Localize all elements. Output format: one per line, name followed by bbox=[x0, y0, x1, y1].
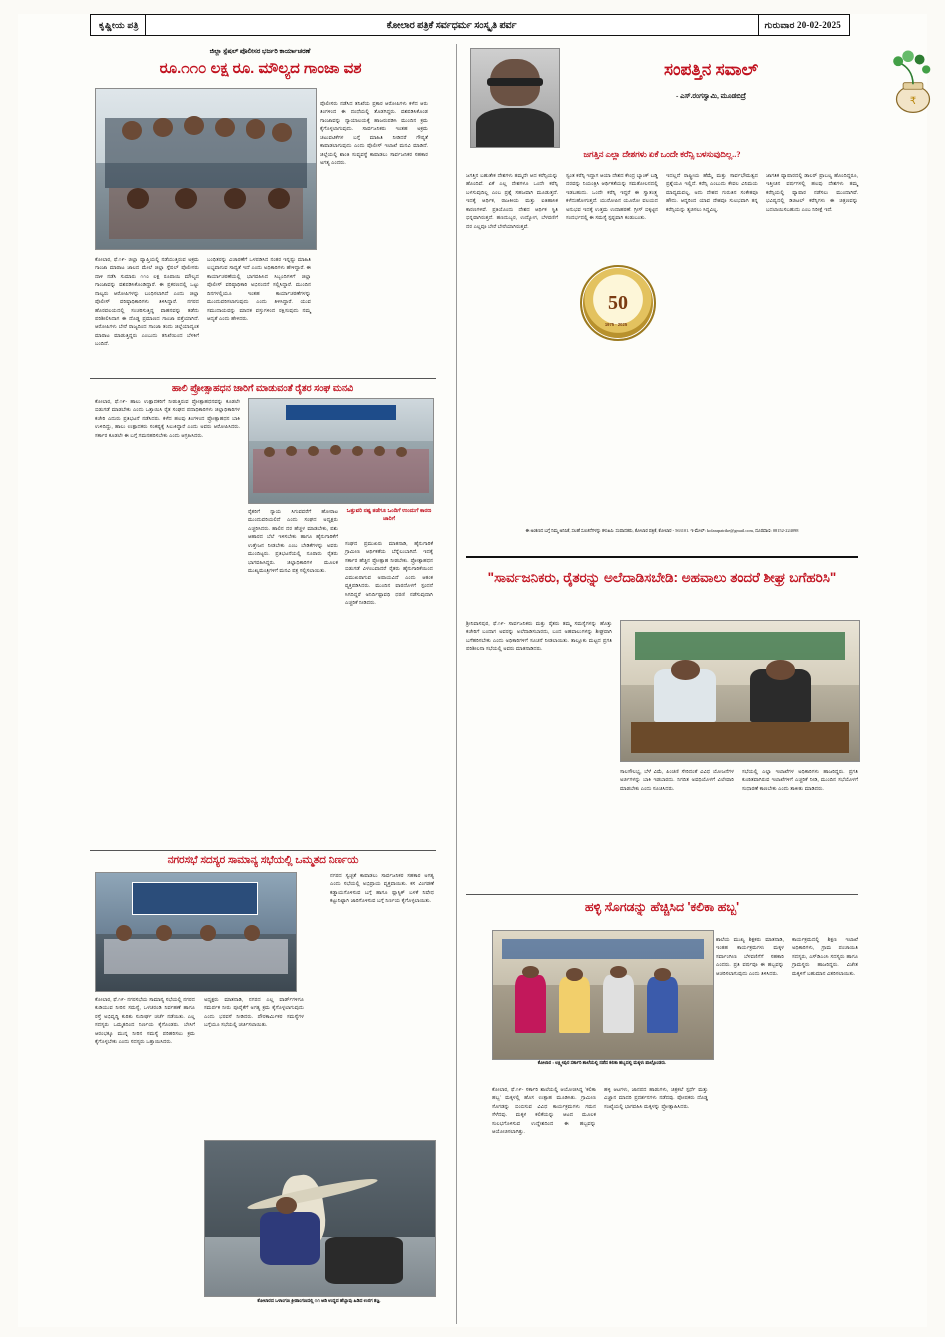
story2-column-1: ಕೋಲಾರ, ಫೆ.೧೯- ಹಾಲು ಉತ್ಪಾದಕರಿಗೆ ನೀಡುತ್ತಿರುವ ಪ್ರೋತ್ಸಾಹಧನವನ್ನು ಕೂಡಲೇ ಬಿಡುಗಡೆ ಮಾಡಬೇಕು ಎಂದು ಒತ್ತಾಯಿಸಿ ರೈತ ಸಂಘದ ಪದಾಧಿಕಾರಿಗಳು ಜಿಲ್ಲಾಧಿಕಾರಿಗಳ ಕಚೇರಿ ಎದುರು ಪ್ರತಿಭಟನೆ ನಡೆಸಿದರು. ಕಳೆದ ಹಲವು ತಿಂಗಳಿಂದ ಪ್ರೋತ್ಸಾಹಧನ ಬಾಕಿ ಉಳಿದಿದ್ದು, ಹಾಲು ಉತ್ಪಾದಕರು ಸಂಕಷ್ಟಕ್ಕೆ ಸಿಲುಕಿದ್ದಾರೆ ಎಂದು ಅವರು ಆರೋಪಿಸಿದರು. ಸರ್ಕಾರ ಕೂಡಲೇ ಈ ಬಗ್ಗೆ ಗಮನಹರಿಸಬೇಕು ಎಂದು ಆಗ್ರಹಿಸಿದರು. bbox=[95, 399, 240, 439]
feature-column-3: ಇದಲ್ಲದೆ ರಾಷ್ಟ್ರೀಯ ಹೆಮ್ಮೆ ಮತ್ತು ಸಾರ್ವಭೌಮತ್ವದ ಪ್ರಶ್ನೆಯೂ ಇಲ್ಲಿದೆ. ಕರೆನ್ಸಿ ಎಂಬುದು ಕೇವಲ ವಿನಿಮಯ ಮಾಧ್ಯಮವಲ್ಲ, ಅದು ದೇಶದ ಗುರುತಿನ ಸಂಕೇತವೂ ಹೌದು. ಆದ್ದರಿಂದ ಯಾವ ದೇಶವೂ ಸುಲಭವಾಗಿ ತನ್ನ ಕರೆನ್ಸಿಯನ್ನು ತ್ಯಜಿಸಲು ಸಿದ್ಧವಿಲ್ಲ. bbox=[666, 173, 758, 213]
feature-subheadline: ಜಗತ್ತಿನ ಎಲ್ಲಾ ದೇಶಗಳು ಏಕೆ ಒಂದೇ ಕರೆನ್ಸಿ ಬಳಸುವುದಿಲ್ಲ..? bbox=[583, 150, 741, 159]
feature-column-4: ಜಾಗತಿಕ ವ್ಯಾಪಾರದಲ್ಲಿ ಡಾಲರ್ ಪ್ರಾಬಲ್ಯ ಹೊಂದಿದ್ದರೂ, ಇತ್ತೀಚಿನ ವರ್ಷಗಳಲ್ಲಿ ಹಲವು ದೇಶಗಳು ತಮ್ಮ ಕರೆನ್ಸಿಯಲ್ಲಿ ವ್ಯಾಪಾರ ನಡೆಸಲು ಮುಂದಾಗಿವೆ. ಭವಿಷ್ಯದಲ್ಲಿ ಡಿಜಿಟಲ್ ಕರೆನ್ಸಿಗಳು ಈ ಚಿತ್ರಣವನ್ನು ಬದಲಾಯಿಸಬಹುದು ಎಂಬ ನಿರೀಕ್ಷೆ ಇದೆ. bbox=[766, 173, 858, 213]
kalika-story-column-1: ಕೋಲಾರ, ಫೆ.೧೯- ಸರ್ಕಾರಿ ಶಾಲೆಯಲ್ಲಿ ಆಯೋಜಿಸಿದ್ದ 'ಕಲಿಕಾ ಹಬ್ಬ' ಮಕ್ಕಳಲ್ಲಿ ಹೊಸ ಉತ್ಸಾಹ ಮೂಡಿಸಿತು. ಗ್ರಾಮೀಣ ಸೊಗಡನ್ನು ಬಿಂಬಿಸುವ ವಿವಿಧ ಕಾರ್ಯಕ್ರಮಗಳು ಗಮನ ಸೆಳೆದವು. ಮಕ್ಕಳ ಕಲಿಕೆಯನ್ನು ಆಟದ ಮೂಲಕ ಸುಲಭಗೊಳಿಸುವ ಉದ್ದೇಶದಿಂದ ಈ ಹಬ್ಬವನ್ನು ಆಯೋಜಿಸಲಾಗಿತ್ತು. bbox=[492, 1087, 596, 1136]
kalika-story-column-3: ಶಾಲೆಯ ಮುಖ್ಯ ಶಿಕ್ಷಕರು ಮಾತನಾಡಿ, ಇಂತಹ ಕಾರ್ಯಕ್ರಮಗಳು ಮಕ್ಕಳ ಸರ್ವಾಂಗೀಣ ಬೆಳವಣಿಗೆಗೆ ಸಹಕಾರಿ ಎಂದರು. ಪ್ರತಿ ವರ್ಷವೂ ಈ ಹಬ್ಬವನ್ನು ಆಚರಿಸಲಾಗುವುದು ಎಂದು ತಿಳಿಸಿದರು. bbox=[716, 937, 784, 977]
story3-snake-caption: ಕೋಲಾರದ ಒಳಾಂಗಣ ಕ್ರೀಡಾಂಗಣದಲ್ಲಿ ೧೧ ಅಡಿ ಉದ್ದದ ಹೆಬ್ಬಾವು ಹಿಡಿದ ಉರಗ ತಜ್ಞ. bbox=[257, 1298, 381, 1303]
emblem-years: 1975 - 2025 bbox=[604, 322, 628, 327]
story3-photo bbox=[95, 872, 297, 992]
feature-byline: - ಎಸ್.ರಂಗಸ್ವಾಮಿ, ಮೂಡಬಿದ್ರೆ bbox=[676, 92, 746, 100]
story3-column-2: ಅಧ್ಯಕ್ಷರು ಮಾತನಾಡಿ, ನಗರದ ಎಲ್ಲ ವಾರ್ಡ್‌ಗಳಿಗೂ ಸಮರ್ಪಕ ನೀರು ಪೂರೈಕೆಗೆ ಅಗತ್ಯ ಕ್ರಮ ಕೈಗೊಳ್ಳಲಾಗುವುದು ಎಂದು ಭರವಸೆ ನೀಡಿದರು. ಪೌರಕಾರ್ಮಿಕರ ಸಮಸ್ಯೆಗಳ ಬಗ್ಗೆಯೂ ಸಭೆಯಲ್ಲಿ ಚರ್ಚಿಸಲಾಯಿತು. bbox=[204, 997, 304, 1029]
story1-headline: ರೂ.೧೧೦ ಲಕ್ಷ ರೂ. ಮೌಲ್ಯದ ಗಾಂಜಾ ವಶ bbox=[159, 60, 362, 77]
money-plant-icon bbox=[887, 48, 939, 114]
story2-headline: ಹಾಲಿ ಪ್ರೋತ್ಸಾಹಧನ ಜಾರಿಗೆ ಮಾಡುವಂತೆ ರೈತರ ಸಂಘ ಮನವಿ bbox=[171, 382, 354, 393]
quote-story-column-3: ಸಭೆಯಲ್ಲಿ ಎಲ್ಲಾ ಇಲಾಖೆಗಳ ಅಧಿಕಾರಿಗಳು ಹಾಜರಿದ್ದರು. ಪ್ರಗತಿ ಕುಂಠಿತವಾಗಿರುವ ಇಲಾಖೆಗಳಿಗೆ ಎಚ್ಚರಿಕೆ ನೀಡಿ, ಮುಂದಿನ ಸಭೆಯೊಳಗೆ ಸುಧಾರಣೆ ಕಾಣಬೇಕು ಎಂದು ತಾಕೀತು ಮಾಡಿದರು. bbox=[742, 769, 858, 792]
story2-subheadline: ಒತ್ತುವರಿ ನಷ್ಟ ತಡೆಗೂ ಒಂದಿಗೆ ಉಂದುಗೆ ಕಾರಣ ಜಾರಿಗೆ bbox=[346, 508, 432, 522]
story1-column-1: ಕೋಲಾರ, ಫೆ.೧೯- ಜಿಲ್ಲಾ ವ್ಯಾಪ್ತಿಯಲ್ಲಿ ನಡೆಯುತ್ತಿರುವ ಅಕ್ರಮ ಗಾಂಜಾ ಮಾರಾಟ ಜಾಲದ ಮೇಲೆ ಜಿಲ್ಲಾ ಸ್ಪೆಷಲ್ ಪೊಲೀಸರು ದಾಳಿ ನಡೆಸಿ ಸುಮಾರು ೧೧೦ ಲಕ್ಷ ರೂಪಾಯಿ ಮೌಲ್ಯದ ಗಾಂಜಾವನ್ನು ವಶಪಡಿಸಿಕೊಂಡಿದ್ದಾರೆ. ಈ ಪ್ರಕರಣದಲ್ಲಿ ಒಟ್ಟು ನಾಲ್ವರು ಆರೋಪಿಗಳನ್ನು ಬಂಧಿಸಲಾಗಿದೆ ಎಂದು ಜಿಲ್ಲಾ ಪೊಲೀಸ್ ವರಿಷ್ಠಾಧಿಕಾರಿಗಳು ತಿಳಿಸಿದ್ದಾರೆ. ನಗರದ ಹೊರವಲಯದಲ್ಲಿ ಸಂಚರಿಸುತ್ತಿದ್ದ ವಾಹನವನ್ನು ತಡೆದು ಪರಿಶೀಲಿಸಿದಾಗ ಈ ದೊಡ್ಡ ಪ್ರಮಾಣದ ಗಾಂಜಾ ಪತ್ತೆಯಾಗಿದೆ. ಆರೋಪಿಗಳು ಬೇರೆ ರಾಜ್ಯದಿಂದ ಗಾಂಜಾ ತಂದು ಜಿಲ್ಲೆಯಾದ್ಯಂತ ಮಾರಾಟ ಮಾಡುತ್ತಿದ್ದರು ಎಂಬುದು ತನಿಖೆಯಿಂದ ಬೆಳಕಿಗೆ ಬಂದಿದೆ. bbox=[95, 257, 199, 348]
quote-story-headline: "ಸಾರ್ವಜನಿಕರು, ರೈತರನ್ನು ಅಲೆದಾಡಿಸಬೇಡಿ: ಅಹವಾಲು ತಂದರೆ ಶೀಘ್ರ ಬಗೆಹರಿಸಿ" bbox=[487, 570, 837, 585]
kalika-story-headline: ಹಳ್ಳಿ ಸೊಗಡನ್ನು ಹೆಚ್ಚಿಸಿದ 'ಕಲಿಕಾ ಹಬ್ಬ' bbox=[584, 900, 740, 914]
svg-text:₹: ₹ bbox=[909, 96, 917, 108]
masthead-date bbox=[758, 15, 841, 35]
masthead-center-title: ಕೋಲಾರ ಪತ್ರಿಕೆ ಸರ್ವಧರ್ಮ ಸಂಸ್ಕೃತಿ ಪರ್ವ bbox=[386, 20, 517, 31]
story1-kicker: ಜಿಲ್ಲಾ ಸ್ಪೆಷಲ್ ಪೊಲೀಸರ ಭರ್ಜರಿ ಕಾರ್ಯಾಚರಣೆ bbox=[209, 48, 311, 55]
kalika-story-photo bbox=[492, 930, 714, 1060]
story3-headline: ನಗರಸಭೆ ಸದಸ್ಯರ ಸಾಮಾನ್ಯ ಸಭೆಯಲ್ಲಿ ಒಮ್ಮತದ ನಿರ್ಣಯ bbox=[167, 855, 359, 866]
masthead-date-value: 20-02-2025 bbox=[797, 20, 841, 30]
feature-author-portrait bbox=[470, 48, 560, 148]
story2-column-2: ರೈತರಿಗೆ ನ್ಯಾಯ ಸಿಗುವವರೆಗೆ ಹೋರಾಟ ಮುಂದುವರಿಯಲಿದೆ ಎಂದು ಸಂಘದ ಅಧ್ಯಕ್ಷರು ಎಚ್ಚರಿಸಿದರು. ಹಾಲಿನ ದರ ಹೆಚ್ಚಳ ಮಾಡಬೇಕು, ಪಶು ಆಹಾರದ ಬೆಲೆ ಇಳಿಸಬೇಕು ಹಾಗೂ ಹೈನುಗಾರಿಕೆಗೆ ಉತ್ತೇಜನ ನೀಡಬೇಕು ಎಂಬ ಬೇಡಿಕೆಗಳನ್ನು ಅವರು ಮುಂದಿಟ್ಟರು. ಪ್ರತಿಭಟನೆಯಲ್ಲಿ ನೂರಾರು ರೈತರು ಭಾಗವಹಿಸಿದ್ದರು. ಜಿಲ್ಲಾಧಿಕಾರಿಗಳ ಮೂಲಕ ಮುಖ್ಯಮಂತ್ರಿಗಳಿಗೆ ಮನವಿ ಪತ್ರ ಸಲ್ಲಿಸಲಾಯಿತು. bbox=[248, 509, 338, 574]
kalika-story-column-4: ಕಾರ್ಯಕ್ರಮದಲ್ಲಿ ಶಿಕ್ಷಣ ಇಲಾಖೆ ಅಧಿಕಾರಿಗಳು, ಗ್ರಾಮ ಪಂಚಾಯಿತಿ ಸದಸ್ಯರು, ಎಸ್‌ಡಿಎಂಸಿ ಸದಸ್ಯರು ಹಾಗೂ ಗ್ರಾಮಸ್ಥರು ಹಾಜರಿದ್ದರು. ವಿಜೇತ ಮಕ್ಕಳಿಗೆ ಬಹುಮಾನ ವಿತರಿಸಲಾಯಿತು. bbox=[792, 937, 858, 977]
story2-column-3: ಸಂಘದ ಪ್ರಮುಖರು ಮಾತನಾಡಿ, ಹೈನುಗಾರಿಕೆ ಗ್ರಾಮೀಣ ಆರ್ಥಿಕತೆಯ ಬೆನ್ನೆಲುಬಾಗಿದೆ. ಇದಕ್ಕೆ ಸರ್ಕಾರ ಹೆಚ್ಚಿನ ಪ್ರೋತ್ಸಾಹ ನೀಡಬೇಕು. ಪ್ರೋತ್ಸಾಹಧನ ಬಿಡುಗಡೆ ವಿಳಂಬವಾದರೆ ರೈತರು ಹೈನುಗಾರಿಕೆಯಿಂದ ವಿಮುಖರಾಗುವ ಅಪಾಯವಿದೆ ಎಂದು ಆತಂಕ ವ್ಯಕ್ತಪಡಿಸಿದರು. ಮುಂದಿನ ವಾರದೊಳಗೆ ಸ್ಪಂದನೆ ಸಿಗದಿದ್ದರೆ ಅನಿರ್ದಿಷ್ಟಾವಧಿ ಧರಣಿ ನಡೆಸುವುದಾಗಿ ಎಚ್ಚರಿಕೆ ನೀಡಿದರು. bbox=[345, 541, 433, 606]
quote-story-column-1: ಶ್ರೀನಿವಾಸಪುರ, ಫೆ.೧೯- ಸಾರ್ವಜನಿಕರು ಮತ್ತು ರೈತರು ತಮ್ಮ ಸಮಸ್ಯೆಗಳನ್ನು ಹೊತ್ತು ಕಚೇರಿಗೆ ಬಂದಾಗ ಅವರನ್ನು ಅಲೆದಾಡಿಸಬಾರದು, ಬಂದ ಅಹವಾಲುಗಳನ್ನು ಶೀಘ್ರವಾಗಿ ಬಗೆಹರಿಸಬೇಕು ಎಂದು ಅಧಿಕಾರಿಗಳಿಗೆ ಸೂಚನೆ ನೀಡಲಾಯಿತು. ತಾಲ್ಲೂಕು ಮಟ್ಟದ ಪ್ರಗತಿ ಪರಿಶೀಲನಾ ಸಭೆಯಲ್ಲಿ ಅವರು ಮಾತನಾಡಿದರು. bbox=[466, 621, 612, 653]
story3-column-3: ನಗರದ ಸ್ವಚ್ಛತೆ ಕಾಪಾಡಲು ಸಾರ್ವಜನಿಕರ ಸಹಕಾರ ಅಗತ್ಯ ಎಂದು ಸಭೆಯಲ್ಲಿ ಅಭಿಪ್ರಾಯ ವ್ಯಕ್ತವಾಯಿತು. ಕಸ ವಿಂಗಡಣೆ ಕಡ್ಡಾಯಗೊಳಿಸುವ ಬಗ್ಗೆ ಹಾಗೂ ಪ್ಲಾಸ್ಟಿಕ್ ಬಳಕೆ ನಿಷೇಧ ಕಟ್ಟುನಿಟ್ಟಾಗಿ ಜಾರಿಗೊಳಿಸುವ ಬಗ್ಗೆ ನಿರ್ಣಯ ಕೈಗೊಳ್ಳಲಾಯಿತು. bbox=[330, 873, 434, 905]
story1-column-2: ಬಂಧಿತರನ್ನು ವಿಚಾರಣೆಗೆ ಒಳಪಡಿಸಿದ ನಂತರ ಇನ್ನಷ್ಟು ಮಾಹಿತಿ ಲಭ್ಯವಾಗುವ ಸಾಧ್ಯತೆ ಇದೆ ಎಂದು ಅಧಿಕಾರಿಗಳು ಹೇಳಿದ್ದಾರೆ. ಈ ಕಾರ್ಯಾಚರಣೆಯಲ್ಲಿ ಭಾಗವಹಿಸಿದ ಸಿಬ್ಬಂದಿಗಳಿಗೆ ಜಿಲ್ಲಾ ಪೊಲೀಸ್ ವರಿಷ್ಠಾಧಿಕಾರಿ ಅಭಿನಂದನೆ ಸಲ್ಲಿಸಿದ್ದಾರೆ. ಮುಂದಿನ ದಿನಗಳಲ್ಲಿಯೂ ಇಂತಹ ಕಾರ್ಯಾಚರಣೆಗಳನ್ನು ಮುಂದುವರಿಸಲಾಗುವುದು ಎಂದು ತಿಳಿಸಿದ್ದಾರೆ. ಯುವ ಸಮುದಾಯವನ್ನು ಮಾದಕ ವಸ್ತುಗಳಿಂದ ರಕ್ಷಿಸುವುದು ನಮ್ಮ ಆದ್ಯತೆ ಎಂದು ಹೇಳಿದರು. bbox=[207, 257, 311, 322]
feature-column-1: ಜಗತ್ತಿನ ಬಹುತೇಕ ದೇಶಗಳು ತಮ್ಮದೇ ಆದ ಕರೆನ್ಸಿಯನ್ನು ಹೊಂದಿವೆ. ಏಕೆ ಎಲ್ಲ ದೇಶಗಳೂ ಒಂದೇ ಕರೆನ್ಸಿ ಬಳಸುವುದಿಲ್ಲ ಎಂಬ ಪ್ರಶ್ನೆ ಸಹಜವಾಗಿ ಮೂಡುತ್ತದೆ. ಇದಕ್ಕೆ ಆರ್ಥಿಕ, ರಾಜಕೀಯ ಮತ್ತು ಐತಿಹಾಸಿಕ ಕಾರಣಗಳಿವೆ. ಪ್ರತಿಯೊಂದು ದೇಶದ ಆರ್ಥಿಕ ಸ್ಥಿತಿ ಭಿನ್ನವಾಗಿರುತ್ತದೆ. ಹಣದುಬ್ಬರ, ಉದ್ಯೋಗ, ಬೆಳವಣಿಗೆ ದರ ಎಲ್ಲವೂ ಬೇರೆ ಬೇರೆಯಾಗಿರುತ್ತವೆ. bbox=[466, 173, 558, 230]
kalika-story-caption: ಕೋಲಾರ : ಲಕ್ಷ್ಮೀಪುರ ಸರ್ಕಾರಿ ಶಾಲೆಯಲ್ಲಿ ನಡೆದ ಕಲಿಕಾ ಹಬ್ಬದಲ್ಲಿ ಮಕ್ಕಳು ಪಾಲ್ಗೊಂಡರು. bbox=[537, 1060, 667, 1065]
emblem-number: 50 bbox=[608, 291, 628, 314]
quote-story-photo bbox=[620, 620, 860, 762]
story1-photo bbox=[95, 88, 317, 250]
masthead-left-logo: ಕೃಷ್ಣೀಯ ಪತ್ರಿ bbox=[99, 15, 146, 35]
golden-jubilee-emblem bbox=[580, 265, 656, 341]
story2-photo bbox=[248, 398, 434, 504]
story3-snake-photo bbox=[204, 1140, 436, 1297]
column-divider-main bbox=[456, 44, 457, 1324]
feature-title: ಸಂಪತ್ತಿನ ಸವಾಲ್ bbox=[663, 60, 759, 79]
quote-story-column-2: ಸಾಲಸೌಲಭ್ಯ, ಬೆಳೆ ವಿಮೆ, ಪಿಂಚಣಿ ಸೇರಿದಂತೆ ವಿವಿಧ ಯೋಜನೆಗಳ ಅರ್ಜಿಗಳನ್ನು ಬಾಕಿ ಇಡಬಾರದು. ನಿಗದಿತ ಅವಧಿಯೊಳಗೆ ವಿಲೇವಾರಿ ಮಾಡಬೇಕು ಎಂದು ಸೂಚಿಸಿದರು. bbox=[620, 769, 734, 792]
story3-column-1: ಕೋಲಾರ, ಫೆ.೧೯- ನಗರಸಭೆಯ ಸಾಮಾನ್ಯ ಸಭೆಯಲ್ಲಿ ನಗರದ ಕುಡಿಯುವ ನೀರಿನ ಸಮಸ್ಯೆ, ಒಳಚರಂಡಿ ನಿರ್ವಹಣೆ ಹಾಗೂ ರಸ್ತೆ ಅಭಿವೃದ್ಧಿ ಕುರಿತು ಸುದೀರ್ಘ ಚರ್ಚೆ ನಡೆಯಿತು. ಎಲ್ಲ ಸದಸ್ಯರು ಒಮ್ಮತದಿಂದ ನಿರ್ಣಯ ಕೈಗೊಂಡರು. ಬೇಸಿಗೆ ಆರಂಭಕ್ಕೂ ಮುನ್ನ ನೀರಿನ ಸಮಸ್ಯೆ ಪರಿಹರಿಸಲು ಕ್ರಮ ಕೈಗೊಳ್ಳಬೇಕು ಎಂದು ಸದಸ್ಯರು ಒತ್ತಾಯಿಸಿದರು. bbox=[95, 997, 195, 1046]
feature-footer-contact: ಈ ಅಂಕಣದ ಬಗ್ಗೆ ನಿಮ್ಮ ಅನಿಸಿಕೆ, ಸಲಹೆ ಸೂಚನೆಗಳನ್ನು ಕಳುಹಿಸಿ: ಸಂಪಾದಕರು, ಕೋಲಾರ ಪತ್ರಿಕೆ, ಕೋಲಾರ - 563101. ಇ-ಮೇಲ್: kolarapatrike@gmail.com, ದೂರವಾಣಿ: 08152-224098 bbox=[525, 528, 799, 533]
kalika-story-column-2: ಹಳ್ಳಿ ಆಟಗಳು, ಜಾನಪದ ಹಾಡುಗಳು, ಚಿತ್ರಕಲೆ ಸ್ಪರ್ಧೆ ಮತ್ತು ವಿಜ್ಞಾನ ಮಾದರಿ ಪ್ರದರ್ಶನಗಳು ನಡೆದವು. ಪೋಷಕರು ದೊಡ್ಡ ಸಂಖ್ಯೆಯಲ್ಲಿ ಭಾಗವಹಿಸಿ ಮಕ್ಕಳನ್ನು ಪ್ರೋತ್ಸಾಹಿಸಿದರು. bbox=[604, 1087, 708, 1110]
story1-column-3: ಪೊಲೀಸರು ನಡೆಸಿದ ತನಿಖೆಯ ಪ್ರಕಾರ ಆರೋಪಿಗಳು ಕಳೆದ ಆರು ತಿಂಗಳಿಂದ ಈ ದಂಧೆಯಲ್ಲಿ ತೊಡಗಿದ್ದರು. ವಶಪಡಿಸಿಕೊಂಡ ಗಾಂಜಾವನ್ನು ನ್ಯಾಯಾಲಯಕ್ಕೆ ಹಾಜರುಪಡಿಸಿ ಮುಂದಿನ ಕ್ರಮ ಕೈಗೊಳ್ಳಲಾಗುವುದು. ಸಾರ್ವಜನಿಕರು ಇಂತಹ ಅಕ್ರಮ ಚಟುವಟಿಕೆಗಳ ಬಗ್ಗೆ ಮಾಹಿತಿ ನೀಡಿದರೆ ಗೌಪ್ಯತೆ ಕಾಪಾಡಲಾಗುವುದು ಎಂದು ಪೊಲೀಸ್ ಇಲಾಖೆ ಮನವಿ ಮಾಡಿದೆ. ಜಿಲ್ಲೆಯಲ್ಲಿ ಶಾಂತಿ ಸುವ್ಯವಸ್ಥೆ ಕಾಪಾಡಲು ಸಾರ್ವಜನಿಕರ ಸಹಕಾರ ಅಗತ್ಯ ಎಂದರು. bbox=[320, 101, 428, 166]
masthead bbox=[90, 14, 850, 36]
masthead-day: ಗುರುವಾರ bbox=[764, 19, 795, 30]
feature-column-2: ಸ್ವಂತ ಕರೆನ್ಸಿ ಇದ್ದಾಗ ಆಯಾ ದೇಶದ ಕೇಂದ್ರ ಬ್ಯಾಂಕ್ ಬಡ್ಡಿ ದರವನ್ನು ನಿಯಂತ್ರಿಸಿ ಆರ್ಥಿಕತೆಯನ್ನು ಸಮತೋಲನದಲ್ಲಿ ಇಡಬಹುದು. ಒಂದೇ ಕರೆನ್ಸಿ ಇದ್ದರೆ ಈ ಸ್ವಾತಂತ್ರ್ಯ ಕಳೆದುಹೋಗುತ್ತದೆ. ಯುರೋಪಿನ ಯೂರೋ ವಲಯದ ಅನುಭವ ಇದಕ್ಕೆ ಉತ್ತಮ ಉದಾಹರಣೆ. ಗ್ರೀಸ್ ಬಿಕ್ಕಟ್ಟಿನ ಸಂದರ್ಭದಲ್ಲಿ ಈ ಸಮಸ್ಯೆ ಸ್ಪಷ್ಟವಾಗಿ ಕಂಡುಬಂತು. bbox=[566, 173, 658, 222]
